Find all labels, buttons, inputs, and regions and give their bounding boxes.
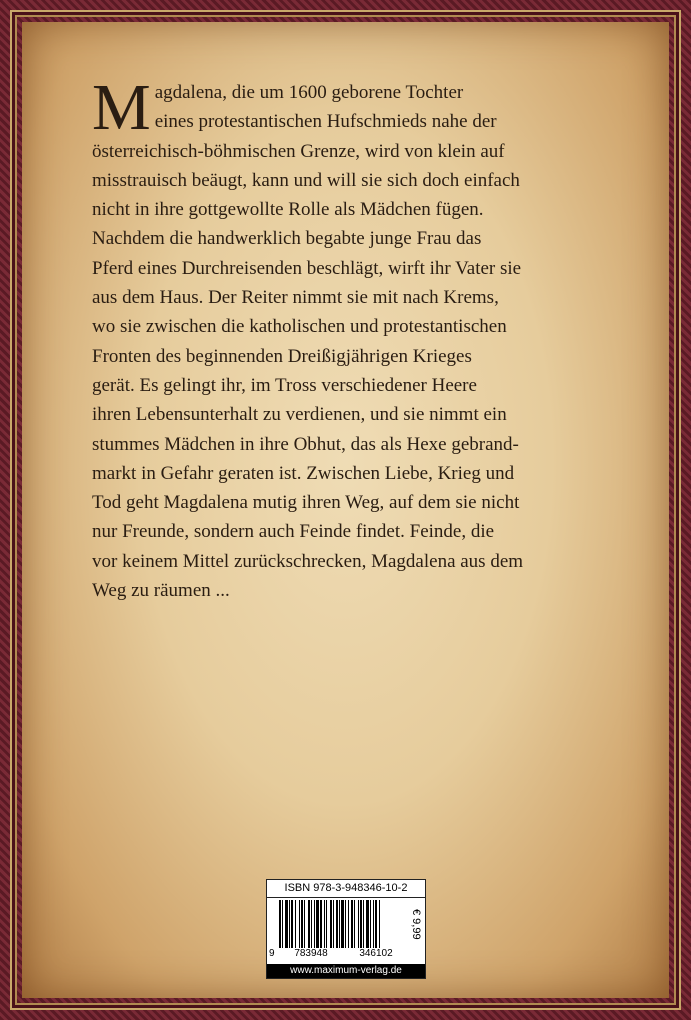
blurb-line: eines protestantischen Hufschmieds nahe der [154,111,497,133]
barcode-bar [291,900,293,948]
blurb-line: wo sie zwischen die katholischen und protestantischen [92,316,507,338]
blurb-line: Weg zu räumen ... [92,580,230,602]
blurb-line: agdalena, die um 1600 geborene Tochter [154,82,464,103]
blurb-line: misstrauisch beäugt, kann und will sie sich doch einfach [92,169,520,191]
barcode-bar [311,900,312,948]
barcode-bar [366,900,369,948]
blurb-line: nicht in ihre gottgewollte Rolle als Mädchen fügen. [92,199,484,221]
barcode-bar [375,900,377,948]
barcode-bar [336,900,338,948]
barcode-bar [308,900,310,948]
publisher-website: www.maximum-verlag.de [267,964,425,978]
blurb-line: vor keinem Mittel zurückschrecken, Magdalena aus dem [92,550,524,572]
blurb-line: stummes Mädchen in ihre Obhut, das als Hexe gebrand- [92,433,519,455]
isbn-barcode-block [266,879,426,979]
blurb-line: ihren Lebensunterhalt zu verdienen, und sie nimmt ein [92,404,507,426]
blurb-line: Nachdem die handwerklich begabte junge Frau das [92,228,482,250]
barcode-bar [304,900,305,948]
price-label: € 9,99 [410,908,422,940]
barcode-bar [316,900,319,948]
barcode-bar [348,900,349,948]
blurb-line: nur Freunde, sondern auch Feinde findet. Feinde, die [92,521,495,543]
barcode-bar [358,900,359,948]
blurb-line: gerät. Es gelingt ihr, im Tross verschiedener Heere [92,374,477,396]
barcode-bar [320,900,322,948]
barcode-bar [299,900,300,948]
barcode-bar [341,900,344,948]
barcode-left-digits: 783948 [294,948,328,959]
barcode-bar [351,900,353,948]
barcode-bar [345,900,346,948]
blurb-line: Pferd eines Durchreisenden beschlägt, wirft ihr Vater sie [92,257,522,279]
barcode-bars [279,900,407,948]
barcode-bar [360,900,362,948]
blurb-line: aus dem Haus. Der Reiter nimmt sie mit nach Krems, [92,287,499,309]
barcode-bar [282,900,283,948]
barcode-bar [339,900,340,948]
barcode-lead-digit: 9 [269,948,275,959]
barcode-bar [301,900,303,948]
blurb-line: Fronten des beginnenden Dreißigjährigen Krieges [92,345,472,367]
barcode-bar [295,900,296,948]
barcode-right-digits: 346102 [359,948,393,959]
barcode-bar [379,900,380,948]
blurb-line: markt in Gefahr geraten ist. Zwischen Liebe, Krieg und [92,462,515,484]
isbn-number: ISBN 978-3-948346-10-2 [267,880,425,898]
barcode-bar [285,900,288,948]
barcode-bar [333,900,334,948]
barcode-bar [370,900,371,948]
barcode-bar [330,900,332,948]
barcode-bar [279,900,281,948]
barcode-bar [326,900,327,948]
barcode-bar [324,900,325,948]
barcode-bar [314,900,315,948]
barcode-bar [373,900,374,948]
barcode-bar [289,900,290,948]
back-cover-blurb [92,71,605,605]
blurb-line: österreichisch-böhmischen Grenze, wird von klein auf [92,140,505,162]
barcode-bar [354,900,355,948]
drop-cap: M [92,71,151,144]
barcode-bar [363,900,364,948]
blurb-line: Tod geht Magdalena mutig ihren Weg, auf dem sie nicht [92,492,520,514]
